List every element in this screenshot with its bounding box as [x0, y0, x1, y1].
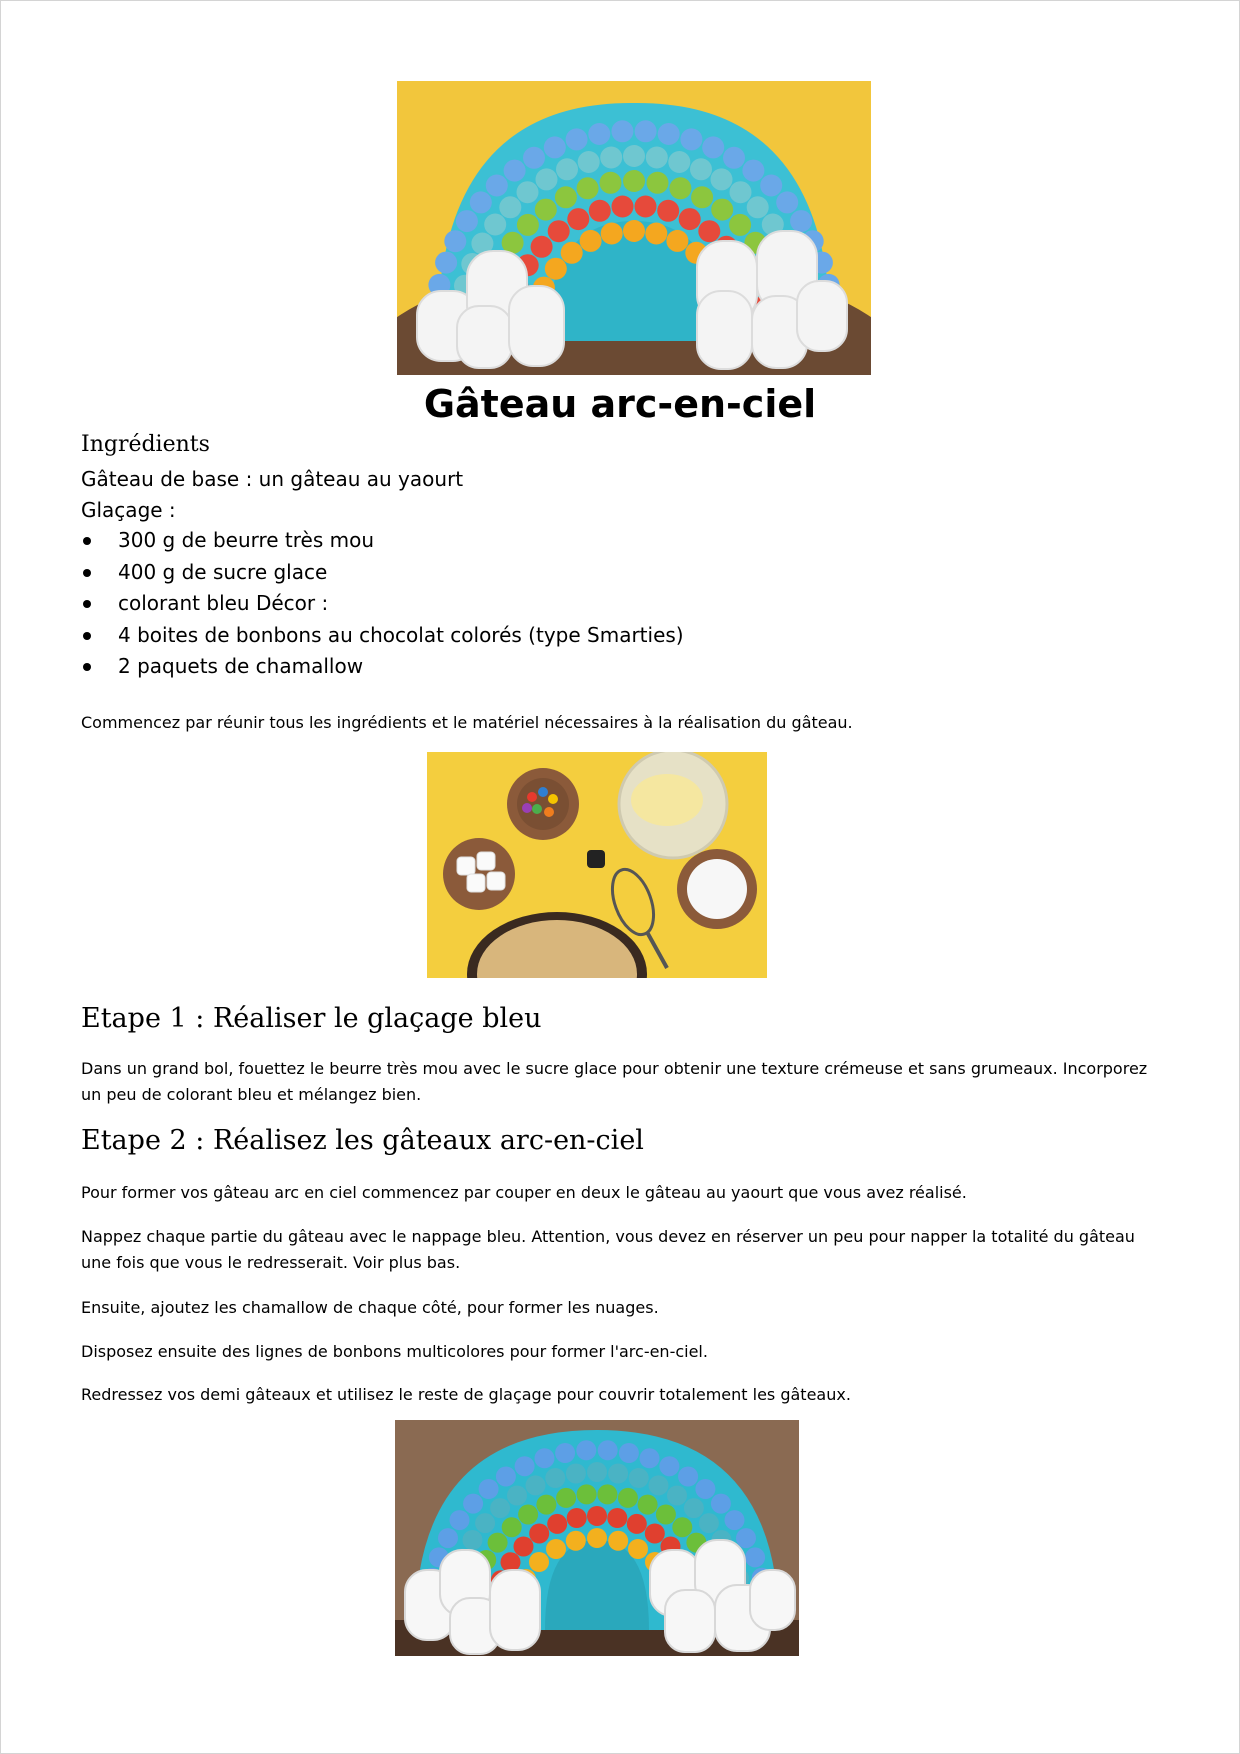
list-item: 4 boites de bonbons au chocolat colorés (type Smarties): [81, 620, 1081, 652]
step2-paragraph: Pour former vos gâteau arc en ciel commencez par couper en deux le gâteau au yaourt que vous avez réalisé.: [81, 1183, 967, 1202]
list-item: 300 g de beurre très mou: [81, 525, 1081, 557]
step2-heading: Etape 2 : Réalisez les gâteaux arc-en-ciel: [81, 1125, 644, 1156]
finished-cake-illustration: [395, 1420, 799, 1656]
list-item: colorant bleu Décor :: [81, 588, 1081, 620]
ingredients-photo: [427, 752, 767, 978]
step2-paragraph: Ensuite, ajoutez les chamallow de chaque côté, pour former les nuages.: [81, 1298, 659, 1317]
glacage-label: Glaçage :: [81, 498, 176, 522]
step2-paragraph: Disposez ensuite des lignes de bonbons multicolores pour former l'arc-en-ciel.: [81, 1342, 708, 1361]
rainbow-cake-illustration: [397, 81, 871, 375]
base-cake-line: Gâteau de base : un gâteau au yaourt: [81, 467, 464, 491]
list-item: 2 paquets de chamallow: [81, 651, 1081, 683]
ingredient-list: [81, 525, 1081, 683]
intro-paragraph: Commencez par réunir tous les ingrédients et le matériel nécessaires à la réalisation du gâteau.: [81, 713, 853, 732]
step2-paragraph: Nappez chaque partie du gâteau avec le nappage bleu. Attention, vous devez en réserver un peu pour napper la totalité du gâteau une fois que vous le redresserait. Voir plus bas.: [81, 1227, 1135, 1272]
step1-heading: Etape 1 : Réaliser le glaçage bleu: [81, 1003, 542, 1034]
recipe-title: Gâteau arc-en-ciel: [423, 382, 817, 426]
step1-text: Dans un grand bol, fouettez le beurre très mou avec le sucre glace pour obtenir une texture crémeuse et sans grumeaux. Incorporez un peu de colorant bleu et mélangez bien.: [81, 1059, 1148, 1104]
ingredients-heading: Ingrédients: [81, 432, 210, 457]
step2-paragraph: Redressez vos demi gâteaux et utilisez le reste de glaçage pour couvrir totalement les gâteaux.: [81, 1385, 851, 1404]
finished-cake-photo: [395, 1420, 799, 1656]
ingredients-illustration: [427, 752, 767, 978]
list-item: 400 g de sucre glace: [81, 557, 1081, 589]
rainbow-cake-photo: [397, 81, 871, 375]
